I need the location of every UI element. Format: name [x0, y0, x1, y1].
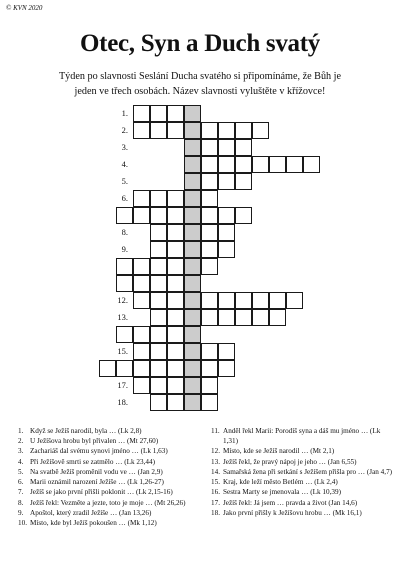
solution-cell[interactable]: [184, 343, 201, 360]
row-number: 5.: [121, 176, 128, 186]
crossword-cell[interactable]: [167, 224, 184, 241]
clue-text: Ježíš řekl: Vezměte a jezte, toto je moje … (Mt 26,26): [30, 498, 186, 507]
copyright-note: © KVN 2020: [6, 4, 43, 12]
row-number: 9.: [121, 244, 128, 254]
crossword-cell[interactable]: [150, 377, 167, 394]
clue-list-left: [18, 426, 213, 528]
clue-item: [211, 477, 396, 487]
crossword-cell[interactable]: [252, 156, 269, 173]
crossword-cell[interactable]: [150, 343, 167, 360]
crossword-cell[interactable]: [150, 360, 167, 377]
crossword-cell[interactable]: [150, 241, 167, 258]
crossword-cell[interactable]: [201, 139, 218, 156]
clue-item: [18, 498, 213, 508]
crossword-cell[interactable]: [235, 309, 252, 326]
crossword-cell[interactable]: [150, 122, 167, 139]
crossword-cell[interactable]: [269, 309, 286, 326]
crossword-cell[interactable]: [167, 122, 184, 139]
crossword-cell[interactable]: [167, 241, 184, 258]
clue-text: Anděl řekl Marii: Porodíš syna a dáš mu jméno … (Lk 1,31): [223, 427, 381, 446]
row-number: 13.: [117, 312, 128, 322]
clue-number: 2.: [18, 437, 24, 446]
crossword-cell[interactable]: [167, 377, 184, 394]
clue-item: [211, 426, 396, 446]
crossword-cell[interactable]: [150, 105, 167, 122]
crossword-cell[interactable]: [133, 360, 150, 377]
clue-number: 13.: [211, 457, 220, 466]
crossword-cell[interactable]: [201, 377, 218, 394]
crossword-cell[interactable]: [201, 241, 218, 258]
clue-number: 12.: [211, 447, 220, 456]
crossword-cell[interactable]: [167, 343, 184, 360]
clue-text: Když se Ježíš narodil, byla … (Lk 2,8): [30, 427, 142, 435]
crossword-cell[interactable]: [116, 326, 133, 343]
crossword-cell[interactable]: [133, 105, 150, 122]
crossword-cell[interactable]: [286, 292, 303, 309]
clue-item: [211, 457, 396, 467]
crossword-cell[interactable]: [167, 190, 184, 207]
row-number: 1.: [121, 108, 128, 118]
crossword-cell[interactable]: [167, 394, 184, 411]
clue-item: [18, 467, 213, 477]
crossword-cell[interactable]: [235, 156, 252, 173]
crossword-cell[interactable]: [116, 207, 133, 224]
clue-item: [18, 457, 213, 467]
crossword-cell[interactable]: [235, 292, 252, 309]
crossword-cell[interactable]: [235, 207, 252, 224]
clue-number: 14.: [211, 467, 220, 476]
crossword-cell[interactable]: [133, 343, 150, 360]
crossword-cell[interactable]: [269, 156, 286, 173]
crossword-cell[interactable]: [150, 309, 167, 326]
clue-list-right: [211, 426, 396, 518]
clue-item: [18, 477, 213, 487]
crossword-cell[interactable]: [167, 105, 184, 122]
solution-cell[interactable]: [184, 139, 201, 156]
clue-item: [211, 467, 396, 477]
crossword-cell[interactable]: [235, 173, 252, 190]
clue-text: U Ježíšova hrobu byl přivalen … (Mt 27,60): [30, 437, 159, 446]
crossword-cell[interactable]: [218, 309, 235, 326]
clue-item: [211, 508, 396, 518]
page-title: Otec, Syn a Duch svatý: [80, 30, 320, 57]
clue-text: Sestra Marty se jmenovala … (Lk 10,39): [223, 488, 341, 497]
crossword-cell[interactable]: [269, 292, 286, 309]
crossword-cell[interactable]: [116, 360, 133, 377]
clue-item: [18, 436, 213, 446]
crossword-cell[interactable]: [201, 207, 218, 224]
row-number: 3.: [121, 142, 128, 152]
crossword-cell[interactable]: [116, 258, 133, 275]
crossword-cell[interactable]: [167, 309, 184, 326]
row-number: 15.: [117, 346, 128, 356]
crossword-cell[interactable]: [201, 258, 218, 275]
clue-text: Kraj, kde leží město Betlém … (Lk 2,4): [223, 478, 338, 487]
clue-number: 7.: [18, 488, 24, 497]
clue-text: Samařská žena při setkání s Ježíšem přišla pro … (Jan 4,7): [223, 467, 393, 476]
crossword-cell[interactable]: [201, 173, 218, 190]
clue-number: 15.: [211, 478, 220, 487]
crossword-cell[interactable]: [201, 360, 218, 377]
clue-number: 4.: [18, 457, 24, 466]
solution-cell[interactable]: [184, 258, 201, 275]
clue-text: Marii oznámil narození Ježíše … (Lk 1,26-27): [30, 478, 164, 487]
crossword-cell[interactable]: [133, 258, 150, 275]
crossword-cell[interactable]: [116, 275, 133, 292]
crossword-cell[interactable]: [133, 326, 150, 343]
solution-cell[interactable]: [184, 309, 201, 326]
solution-cell[interactable]: [184, 224, 201, 241]
row-number: 17.: [117, 380, 128, 390]
row-number: 8.: [121, 227, 128, 237]
clue-item: [211, 446, 396, 456]
clue-text: Ježíš se jako první přišli poklonit … (Lk 2,15-16): [30, 488, 173, 497]
crossword-cell[interactable]: [167, 258, 184, 275]
solution-cell[interactable]: [184, 190, 201, 207]
row-number: 6.: [121, 193, 128, 203]
solution-cell[interactable]: [184, 207, 201, 224]
solution-cell[interactable]: [184, 156, 201, 173]
clue-number: 17.: [211, 498, 220, 507]
solution-cell[interactable]: [184, 105, 201, 122]
crossword-cell[interactable]: [252, 309, 269, 326]
clue-number: 8.: [18, 498, 24, 507]
crossword-cell[interactable]: [167, 275, 184, 292]
crossword-cell[interactable]: [133, 292, 150, 309]
clue-number: 18.: [211, 508, 220, 517]
crossword-cell[interactable]: [218, 241, 235, 258]
solution-cell[interactable]: [184, 360, 201, 377]
row-number: 12.: [117, 295, 128, 305]
crossword-cell[interactable]: [235, 139, 252, 156]
clue-text: Místo, kde byl Ježíš pokoušen … (Mk 1,12): [30, 518, 157, 527]
crossword-cell[interactable]: [201, 190, 218, 207]
crossword-cell[interactable]: [133, 122, 150, 139]
crossword-cell[interactable]: [218, 343, 235, 360]
clue-item: [18, 508, 213, 518]
solution-cell[interactable]: [184, 275, 201, 292]
crossword-cell[interactable]: [167, 207, 184, 224]
clue-number: 16.: [211, 488, 220, 497]
crossword-cell[interactable]: [303, 156, 320, 173]
solution-cell[interactable]: [184, 326, 201, 343]
crossword-cell[interactable]: [218, 139, 235, 156]
clue-text: Na svatbě Ježíš proměnil vodu ve … (Jan 2,9): [30, 467, 163, 476]
solution-cell[interactable]: [184, 122, 201, 139]
clue-number: 11.: [211, 427, 220, 435]
solution-cell[interactable]: [184, 377, 201, 394]
crossword-cell[interactable]: [133, 190, 150, 207]
crossword-cell[interactable]: [150, 207, 167, 224]
row-number: 4.: [121, 159, 128, 169]
crossword-cell[interactable]: [167, 326, 184, 343]
clue-text: Při Ježíšově smrti se zatmělo … (Lk 23,44): [30, 457, 155, 466]
crossword-cell[interactable]: [218, 292, 235, 309]
crossword-cell[interactable]: [99, 360, 116, 377]
crossword-cell[interactable]: [218, 173, 235, 190]
solution-cell[interactable]: [184, 241, 201, 258]
row-number: 2.: [121, 125, 128, 135]
clue-number: 1.: [18, 427, 24, 435]
row-number: 18.: [117, 397, 128, 407]
clue-text: Jako první přišly k Ježíšovu hrobu … (Mk 16,1): [223, 508, 362, 517]
clue-item: [18, 446, 213, 456]
crossword-cell[interactable]: [252, 292, 269, 309]
crossword-cell[interactable]: [201, 122, 218, 139]
crossword-cell[interactable]: [252, 122, 269, 139]
crossword-cell[interactable]: [201, 343, 218, 360]
clue-number: 3.: [18, 447, 24, 456]
clue-number: 9.: [18, 508, 24, 517]
crossword-cell[interactable]: [150, 292, 167, 309]
crossword-cell[interactable]: [150, 258, 167, 275]
solution-cell[interactable]: [184, 292, 201, 309]
crossword-cell[interactable]: [218, 122, 235, 139]
clue-item: [18, 518, 213, 528]
crossword-cell[interactable]: [201, 156, 218, 173]
crossword-cell[interactable]: [150, 326, 167, 343]
intro-text: Týden po slavnosti Seslání Ducha svatého si připomínáme, že Bůh je jeden ve třech osobách. Název slavnosti vyluštěte v křížovce!: [58, 71, 342, 97]
crossword-cell[interactable]: [218, 207, 235, 224]
crossword-cell[interactable]: [150, 394, 167, 411]
clue-item: [18, 487, 213, 497]
clue-number: 5.: [18, 467, 24, 476]
crossword-cell[interactable]: [201, 224, 218, 241]
clue-item: [211, 487, 396, 497]
crossword-cell[interactable]: [286, 156, 303, 173]
clue-text: Zachariáš dal svému synovi jméno … (Lk 1,63): [30, 447, 168, 456]
solution-cell[interactable]: [184, 173, 201, 190]
clue-text: Ježíš řekl, že pravý nápoj je jeho … (Jan 6,55): [223, 457, 357, 466]
crossword-cell[interactable]: [167, 360, 184, 377]
crossword-cell[interactable]: [150, 224, 167, 241]
crossword-cell[interactable]: [133, 275, 150, 292]
clue-text: Místo, kde se Ježíš narodil … (Mt 2,1): [223, 447, 335, 456]
crossword-cell[interactable]: [133, 377, 150, 394]
clue-item: [18, 426, 213, 436]
clue-text: Apoštol, který zradil Ježíše … (Jan 13,26): [30, 508, 152, 517]
crossword-cell[interactable]: [218, 360, 235, 377]
crossword-cell[interactable]: [167, 292, 184, 309]
solution-cell[interactable]: [184, 394, 201, 411]
clue-text: Ježíš řekl: Já jsem … pravda a život (Jan 14,6): [223, 498, 358, 507]
crossword-cell[interactable]: [218, 156, 235, 173]
crossword-cell[interactable]: [201, 394, 218, 411]
crossword-cell[interactable]: [201, 292, 218, 309]
clue-number: 6.: [18, 478, 24, 487]
clue-number: 10.: [18, 518, 27, 527]
crossword-cell[interactable]: [150, 190, 167, 207]
clue-item: [211, 498, 396, 508]
crossword-cell[interactable]: [150, 275, 167, 292]
crossword-cell[interactable]: [218, 224, 235, 241]
crossword-cell[interactable]: [235, 122, 252, 139]
crossword-cell[interactable]: [133, 207, 150, 224]
crossword-cell[interactable]: [201, 309, 218, 326]
